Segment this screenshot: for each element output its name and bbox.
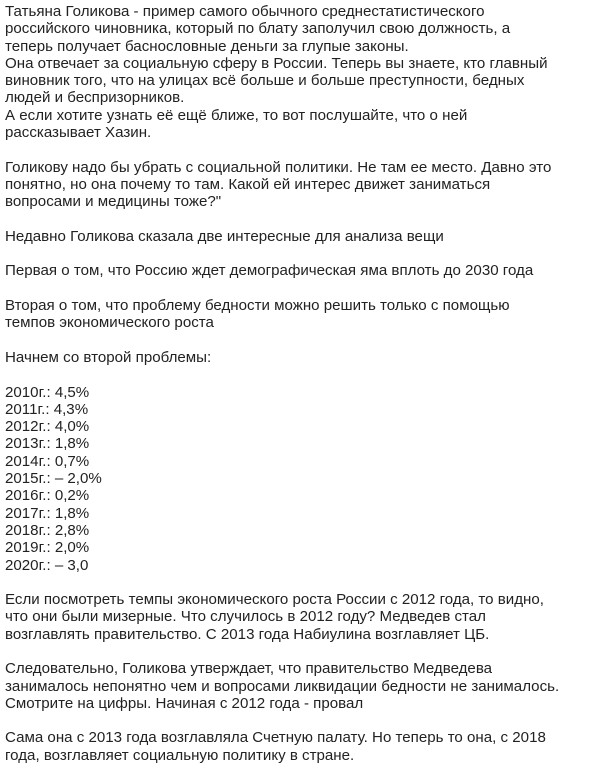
growth-year: 2016г. — [5, 487, 47, 505]
growth-year: 2019г. — [5, 539, 47, 557]
text-line: виновник того, что на улицах всё больше и больше преступности, бедных — [5, 72, 525, 90]
growth-year: 2018г. — [5, 521, 47, 539]
text-line: занималось непонятно чем и вопросами ликвидации бедности не занималось. — [5, 677, 560, 695]
gdp-growth-row: 2016г.: 0,2% — [5, 487, 90, 505]
growth-value: 0,2% — [54, 487, 90, 505]
growth-year: 2012г. — [5, 418, 47, 436]
paragraph-quote — [5, 159, 585, 211]
gdp-growth-row: 2019г.: 2,0% — [5, 539, 90, 557]
growth-value: 4,0% — [54, 418, 90, 436]
text-line: года, возглавляет социальную политику в стране. — [5, 746, 355, 764]
gdp-growth-list — [5, 384, 585, 574]
paragraph-second-statement — [5, 297, 585, 332]
growth-value: – 3,0 — [54, 556, 89, 574]
text-line: Голикову надо бы убрать с социальной политики. Не там ее место. Давно это — [5, 158, 552, 176]
gdp-growth-row: 2014г.: 0,7% — [5, 452, 90, 470]
text-line: Начнем со второй проблемы: — [5, 348, 212, 366]
text-line: российского чиновника, который по блату заполучил свою должность, а — [5, 20, 511, 38]
growth-year: 2020г. — [5, 556, 47, 574]
paragraph-statements-intro — [5, 228, 585, 245]
text-line: темпов экономического роста — [5, 314, 214, 332]
growth-year: 2015г. — [5, 470, 47, 488]
growth-year: 2014г. — [5, 452, 47, 470]
gdp-growth-row: 2010г.: 4,5% — [5, 383, 90, 401]
text-line: Она отвечает за социальную сферу в России. Теперь вы знаете, кто главный — [5, 54, 548, 72]
gdp-growth-row: 2015г.: – 2,0% — [5, 470, 102, 488]
text-line: людей и беспризорников. — [5, 89, 185, 107]
text-line: Смотрите на цифры. Начиная с 2012 года - провал — [5, 694, 364, 712]
growth-year: 2010г. — [5, 383, 47, 401]
growth-value: – 2,0% — [54, 470, 102, 488]
growth-value: 1,8% — [54, 504, 90, 522]
growth-year: 2017г. — [5, 504, 47, 522]
growth-year: 2013г. — [5, 435, 47, 453]
text-line: теперь получает баснословные деньги за глупые законы. — [5, 37, 409, 55]
gdp-growth-row: 2018г.: 2,8% — [5, 521, 90, 539]
text-line: Недавно Голикова сказала две интересные для анализа вещи — [5, 227, 444, 245]
text-line: возглавлять правительство. С 2013 года Набиулина возглавляет ЦБ. — [5, 625, 490, 643]
paragraph-conclusion — [5, 660, 585, 712]
text-line: понятно, но она почему то там. Какой ей интерес движет заниматься — [5, 175, 491, 193]
paragraph-closing — [5, 729, 585, 764]
gdp-growth-row: 2020г.: – 3,0 — [5, 556, 89, 574]
text-line: что они были мизерные. Что случилось в 2012 году? Медведев стал — [5, 608, 486, 626]
text-line: Сама она с 2013 года возглавляла Счетную палату. Но теперь то она, с 2018 — [5, 729, 546, 747]
text-line: Если посмотреть темпы экономического роста России с 2012 года, то видно, — [5, 591, 544, 609]
growth-year: 2011г. — [5, 400, 46, 418]
text-line: А если хотите узнать её ещё ближе, то вот послушайте, что о ней — [5, 106, 468, 124]
paragraph-first-statement — [5, 262, 585, 279]
text-line: Татьяна Голикова - пример самого обычного среднестатистического — [5, 3, 485, 20]
text-line: Первая о том, что Россию ждет демографическая яма вплоть до 2030 года — [5, 262, 534, 280]
paragraph-intro — [5, 3, 585, 141]
growth-value: 4,3% — [53, 400, 89, 418]
gdp-growth-row: 2012г.: 4,0% — [5, 418, 90, 436]
paragraph-analysis — [5, 591, 585, 643]
paragraph-start-second — [5, 349, 585, 366]
text-line: Вторая о том, что проблему бедности можно решить только с помощью — [5, 297, 510, 315]
text-line: вопросами и медицины тоже?" — [5, 193, 222, 211]
growth-value: 2,8% — [54, 521, 90, 539]
gdp-growth-row: 2011г.: 4,3% — [5, 400, 89, 418]
growth-value: 4,5% — [54, 383, 90, 401]
growth-value: 1,8% — [54, 435, 90, 453]
growth-value: 0,7% — [54, 452, 90, 470]
gdp-growth-row: 2017г.: 1,8% — [5, 504, 90, 522]
gdp-growth-row: 2013г.: 1,8% — [5, 435, 90, 453]
text-line: Следовательно, Голикова утверждает, что правительство Медведева — [5, 660, 493, 678]
growth-value: 2,0% — [54, 539, 90, 557]
text-line: рассказывает Хазин. — [5, 124, 152, 142]
